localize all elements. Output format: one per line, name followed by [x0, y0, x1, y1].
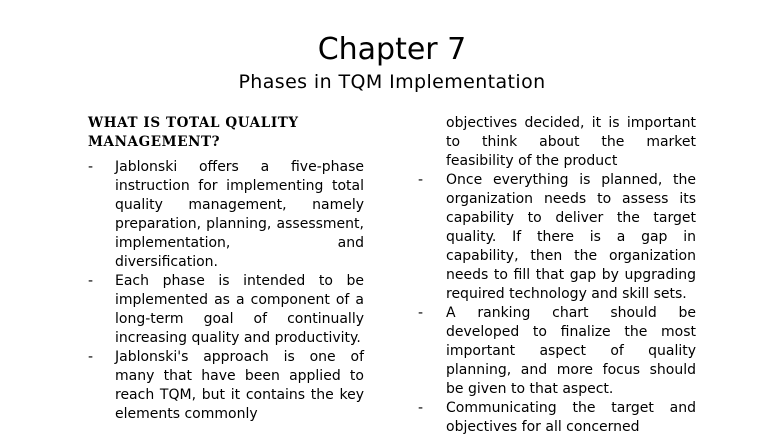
bullet-text: A ranking chart should be developed to finalize the most important aspect of quality planning, and more focus should be given to that aspect.: [446, 305, 696, 397]
bullet-dash: -: [418, 305, 424, 321]
list-item: [88, 272, 364, 348]
right-bullet-list: [418, 171, 696, 437]
continued-text: objectives decided, it is important to think about the market feasibility of the product: [446, 115, 696, 169]
bullet-dash: -: [418, 400, 424, 416]
section-heading: WHAT IS TOTAL QUALITY MANAGEMENT?: [88, 115, 299, 150]
bullet-dash: -: [88, 273, 94, 289]
list-item: [418, 171, 696, 304]
bullet-text: Jablonski's approach is one of many that have been applied to reach TQM, but it contains the key elements commonly: [115, 349, 364, 422]
bullet-text: Each phase is intended to be implemented as a component of a long-term goal of continually increasing quality and productivity.: [115, 273, 364, 346]
chapter-subtitle: Phases in TQM Implementation: [238, 71, 546, 93]
list-item: [88, 158, 364, 272]
bullet-text: Jablonski offers a five-phase instruction for implementing total quality management, namely preparation, planning, assessment, implementation, and diversification.: [115, 159, 364, 270]
list-item: [418, 399, 696, 437]
chapter-title: Chapter 7: [317, 32, 467, 67]
bullet-dash: -: [88, 159, 94, 175]
bullet-text: Communicating the target and objectives for all concerned: [446, 400, 696, 435]
left-column: [88, 114, 364, 424]
list-item: [88, 348, 364, 424]
bullet-text: Once everything is planned, the organization needs to assess its capability to deliver the target quality. If there is a gap in capability, then the organization needs to fill that gap by upgrading required technology and skill sets.: [446, 172, 696, 302]
left-bullet-list: [88, 158, 364, 424]
bullet-dash: -: [88, 349, 94, 365]
list-item: [418, 304, 696, 399]
right-column: [418, 114, 696, 437]
bullet-dash: -: [418, 172, 424, 188]
